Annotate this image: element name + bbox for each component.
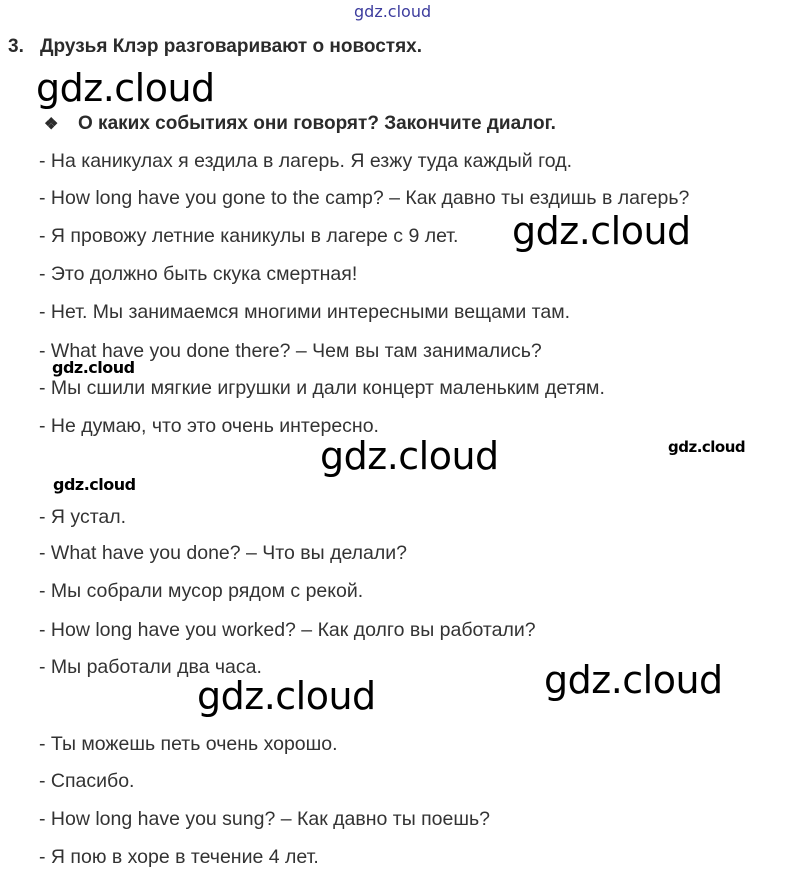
watermark: gdz.cloud [197, 674, 376, 718]
dialogue-line: - Мы собрали мусор рядом с рекой. [39, 580, 364, 602]
dialogue-line: - How long have you gone to the camp? – Как давно ты ездишь в лагерь? [39, 187, 690, 209]
task-title: Друзья Клэр разговаривают о новостях. [40, 36, 423, 57]
dialogue-line: - Мы работали два часа. [39, 656, 262, 678]
dialogue-line: - Мы сшили мягкие игрушки и дали концерт маленьким детям. [39, 377, 605, 399]
dialogue-line: - What have you done? – Что вы делали? [39, 542, 407, 564]
dialogue-line: - Я провожу летние каникулы в лагере с 9 лет. [39, 225, 459, 247]
dialogue-line: - Это должно быть скука смертная! [39, 263, 358, 285]
watermark: gdz.cloud [544, 658, 723, 702]
dialogue-line: - Спасибо. [39, 770, 135, 792]
watermark: gdz.cloud [53, 475, 136, 494]
dialogue-line: - Я пою в хоре в течение 4 лет. [39, 846, 319, 868]
header-watermark: gdz.cloud [354, 2, 432, 21]
task-instruction [44, 113, 556, 135]
dialogue-line: - Ты можешь петь очень хорошо. [39, 733, 338, 755]
diamond-bullet-icon: ❖ [44, 116, 59, 133]
watermark: gdz.cloud [320, 434, 499, 478]
dialogue-line: - How long have you worked? – Как долго вы работали? [39, 619, 536, 641]
instruction-text: О каких событиях они говорят? Закончите диалог. [78, 113, 556, 134]
dialogue-line: - Нет. Мы занимаемся многими интересными вещами там. [39, 301, 571, 323]
watermark: gdz.cloud [512, 209, 691, 253]
watermark: gdz.cloud [668, 438, 746, 456]
dialogue-line: - Я устал. [39, 506, 127, 528]
watermark: gdz.cloud [36, 66, 215, 110]
dialogue-line: - Не думаю, что это очень интересно. [39, 415, 379, 437]
task-heading [8, 36, 422, 58]
dialogue-line: - What have you done there? – Чем вы там занимались? [39, 340, 542, 362]
dialogue-line: - How long have you sung? – Как давно ты поешь? [39, 808, 491, 830]
task-number: 3. [8, 36, 24, 57]
watermark: gdz.cloud [52, 358, 135, 377]
dialogue-line: - На каникулах я ездила в лагерь. Я езжу туда каждый год. [39, 150, 573, 172]
